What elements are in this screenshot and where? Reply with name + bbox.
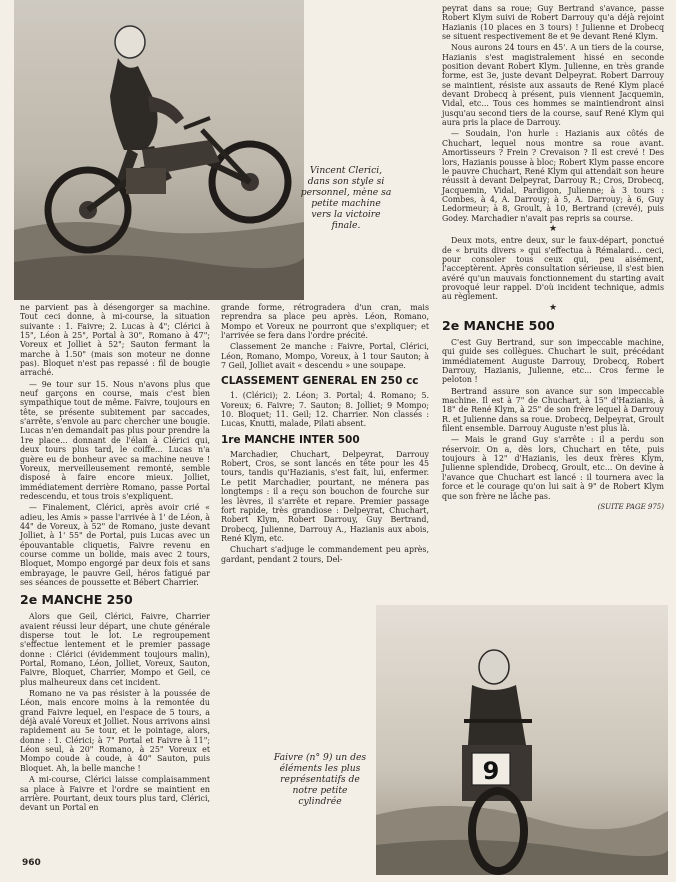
photo-clerici-image	[14, 0, 304, 300]
separator-star: ★	[548, 302, 558, 313]
paragraph: Nous aurons 24 tours en 45'. A un tiers de la course, Hazianis s'est magistralement hissé en seconde position devant Robert Klym. Julienne, en très grande forme, est 3e, juste devant Delpeyrat. Robert Darrouy se maintient, résiste aux assauts de René Klym placé devant Drobecq à présent, puis viennent Jacquemin, Vidal, etc... Tous ces hommes se maintiendront ainsi jusqu'au second tiers de la course, sauf René Klym qui aura pris la place de Darrouy.	[442, 43, 664, 128]
column-middle	[221, 303, 429, 566]
paragraph: Classement 2e manche : Faivre, Portal, Clérici, Léon, Romano, Mompo, Voreux, à 1 tour Sauton; à 7 Geil, Jolliet avait « descendu » une soupape.	[221, 342, 429, 371]
paragraph: Marchadier, Chuchart, Delpeyrat, Darrouy Robert, Cros, se sont lancés en tête pour les 45 tours, tandis qu'Hazianis, s'est fait, lui, enfermer. Le petit Marchadier, pourtant, ne ménera pas longtemps : il a reçu son bouchon de fourche sur les lèvres, il s'arrête et repare. Premier passage fort rapide, très grandiose : Delpeyrat, Chuchart, Robert Klym, Robert Darrouy, Guy Bertrand, Drobecq, Julienne, Darrouy A., Hazianis aux abois, René Klym, etc.	[221, 449, 429, 543]
paragraph: — Mais le grand Guy s'arrête : il a perdu son réservoir. On a, dès lors, Chuchart en tête, puis toujours à 12" d'Hazianis, les deux frères Klym, Julienne splendide, Drobecq, Groult, etc... On devine à l'avance que Chuchart est lancé : il tournera avec la force et le courage qu'on lui sait à 9" de Robert Klym que son frère ne lâche pas.	[442, 435, 664, 501]
paragraph: ne parvient pas à désengorger sa machine. Tout ceci donne, à mi-course, la situation suivante : 1. Faivre; 2. Lucas à 4"; Clérici à 15", Léon à 25", Portal à 30", Romano à 47"; Voreux et Jolliet à 52"; Sauton fermant la marche à 1.50" (mais son moteur ne donne pas). Bloquet n'est pas repassé : fil de bougie arraché.	[20, 303, 210, 378]
section-heading-2e-manche-250: 2e MANCHE 250	[20, 592, 133, 608]
paragraph: Romano ne va pas résister à la poussée de Léon, mais encore moins à la remontée du grand Faivre lequel, en l'espace de 5 tours, a déjà avalé Voreux et Jolliet. Nous arrivons ainsi rapidement au 5e tour, et le pointage, alors, donne : 1. Clérici; à 7" Portal et Faivre à 11"; Léon seul, à 20" Romano, à 25" Voreux et Mompo coude à coude, à 40" Sauton, puis Bloquet. Ah, la belle manche !	[20, 689, 210, 773]
paragraph: — Soudain, l'on hurle : Hazianis aux côtés de Chuchart, lequel nous montre sa roue avant. Amortisseurs ? Frein ? Crevaison ? Il est crevé ! Des lors, Hazianis pousse à bloc; Robert Klym passe encore le pauvre Chuchart, René Klym qui attendait son heure réussit à devant Delpeyrat, Darrouy R.; Cros, Drobecq, Jacquemin, Vidal, Pardigon, Julienne; à 3 tours : Combes, à 4, A. Darrouy; à 5, A. Darrouy; à 6, Guy Ledormeur; à 8, Groult, à 10, Bertrand (crevé), puis Godey. Marchadier n'avait pas repris sa course.	[442, 129, 664, 223]
paragraph: Deux mots, entre deux, sur le faux-départ, ponctué de « bruits divers » qui s'effectua à Rémalard... ceci, pour consoler tous ceux qui, peu aisément, l'acceptèrent. Après consultation sérieuse, il s'est bien avéré qu'un mauvais fonctionnement du starting avait provoqué leur rappel. D'où incident technique, admis au règlement.	[442, 236, 664, 302]
paragraph: Chuchart s'adjuge le commandement peu après, gardant, pendant 2 tours, Del-	[221, 545, 429, 564]
photo-faivre-image	[376, 605, 668, 875]
caption-clerici: Vincent Clerici, dans son style si personnel, mène sa petite machine vers la victoire finale.	[300, 165, 392, 231]
paragraph: A mi-course, Clérici laisse complaisamment sa place à Faivre et l'ordre se maintient en arrière. Pourtant, deux tours plus tard, Clérici, devant un Portal en	[20, 775, 210, 813]
paragraph: — Finalement, Clérici, après avoir crié « adieu, les Amis » passe l'arrivée à 1' de Léon, à 44" de Voreux, à 52" de Romano, juste devant Jolliet, à 1' 55" de Portal, puis Lucas avec un épouvantable cliquetis, Faivre revenu en course comme un bolide, mais avec 2 tours, Bloquet, Mompo engorgé par deux fois et sans embrayage, le pauvre Geil, héros fatigué par ses séances de poussette et Bébert Charrier.	[20, 503, 210, 587]
paragraph: 1. (Clérici); 2. Léon; 3. Portal; 4. Romano; 5. Voreux; 6. Faivre; 7. Sauton; 8. Jolliet; 9 Mompo; 10. Bloquet; 11. Geil; 12. Charrier. Non classés : Lucas, Knutti, malade, Pilati absent.	[221, 391, 429, 429]
page-number: 960	[22, 858, 41, 868]
paragraph: — 9e tour sur 15. Nous n'avons plus que neuf garçons en course, mais c'est bien sympathique tout de même. Faivre, toujours en tête, se présente subitement par saccades, s'arrête, s'envole au parc chercher une bougie. Lucas n'en demandait pas plus pour prendre la 1re place... donnant de l'élan à Clérici qui, deux tours plus tard, le coiffe... Lucas n'a guère eu de bonheur avec sa machine neuve ! Voreux, merveilleusement remonté, semble disposé à faire encore mieux. Jolliet, immédiatement derrière Romano, passe Portal redescendu, et tous trois s'expliquent.	[20, 379, 210, 501]
photo-clerici-jump	[14, 0, 304, 300]
paragraph: C'est Guy Bertrand, sur son impeccable machine, qui guide ses collègues. Chuchart le suit, précédant immédiatement Auguste Darrouy, Drobecq, Robert Darrouy, Hazianis, Julienne, etc... Cros ferme le peloton !	[442, 338, 664, 385]
section-heading-classement-general: CLASSEMENT GENERAL EN 250 cc	[221, 375, 419, 388]
paragraph: Alors que Geil, Clérici, Faivre, Charrier avaient réussi leur départ, une chute générale disperse tout le lot. Le regroupement s'effectue lentement et le premier passage donne : Clérici (évidemment toujours malin), Portal, Romano, Léon, Jolliet, Voreux, Sauton, Faivre, Bloquet, Charrier, Mompo et Geil, ce plus malheureux dans cet incident.	[20, 612, 210, 687]
paragraph: grande forme, rétrogradera d'un cran, mais reprendra sa place peu après. Léon, Romano, Mompo et Voreux ne pourront que s'expliquer; et l'arrivée se fera dans l'ordre précité.	[221, 303, 429, 341]
section-heading-1re-manche-inter-500: 1re MANCHE INTER 500	[221, 433, 360, 446]
column-left	[20, 303, 210, 815]
caption-faivre: Faivre (n° 9) un des éléments les plus représentatifs de notre petite cylindrée	[273, 752, 367, 807]
section-heading-2e-manche-500: 2e MANCHE 500	[442, 318, 555, 333]
separator-star: ★	[548, 223, 558, 234]
photo-faivre	[376, 605, 668, 875]
column-right	[442, 4, 664, 514]
paragraph: Bertrand assure son avance sur son impeccable machine. Il est à 7" de Chuchart, à 15" d'Hazianis, à 18" de René Klym, à 25" de son frère lequel à Darrouy R. et Julienne dans sa roue. Drobecq, Delpeyrat, Groult filent ensemble. Darrouy Auguste n'est plus là.	[442, 386, 664, 434]
continued-note: (SUITE PAGE 975)	[597, 502, 664, 511]
paragraph: peyrat dans sa roue; Guy Bertrand s'avance, passe Robert Klym suivi de Robert Darrouy qu'a déjà rejoint Hazianis (10 places en 3 tours) ! Julienne et Drobecq se situent respectivement 8e et 9e devant René Klym.	[442, 4, 664, 42]
race-number: 9	[482, 757, 500, 785]
